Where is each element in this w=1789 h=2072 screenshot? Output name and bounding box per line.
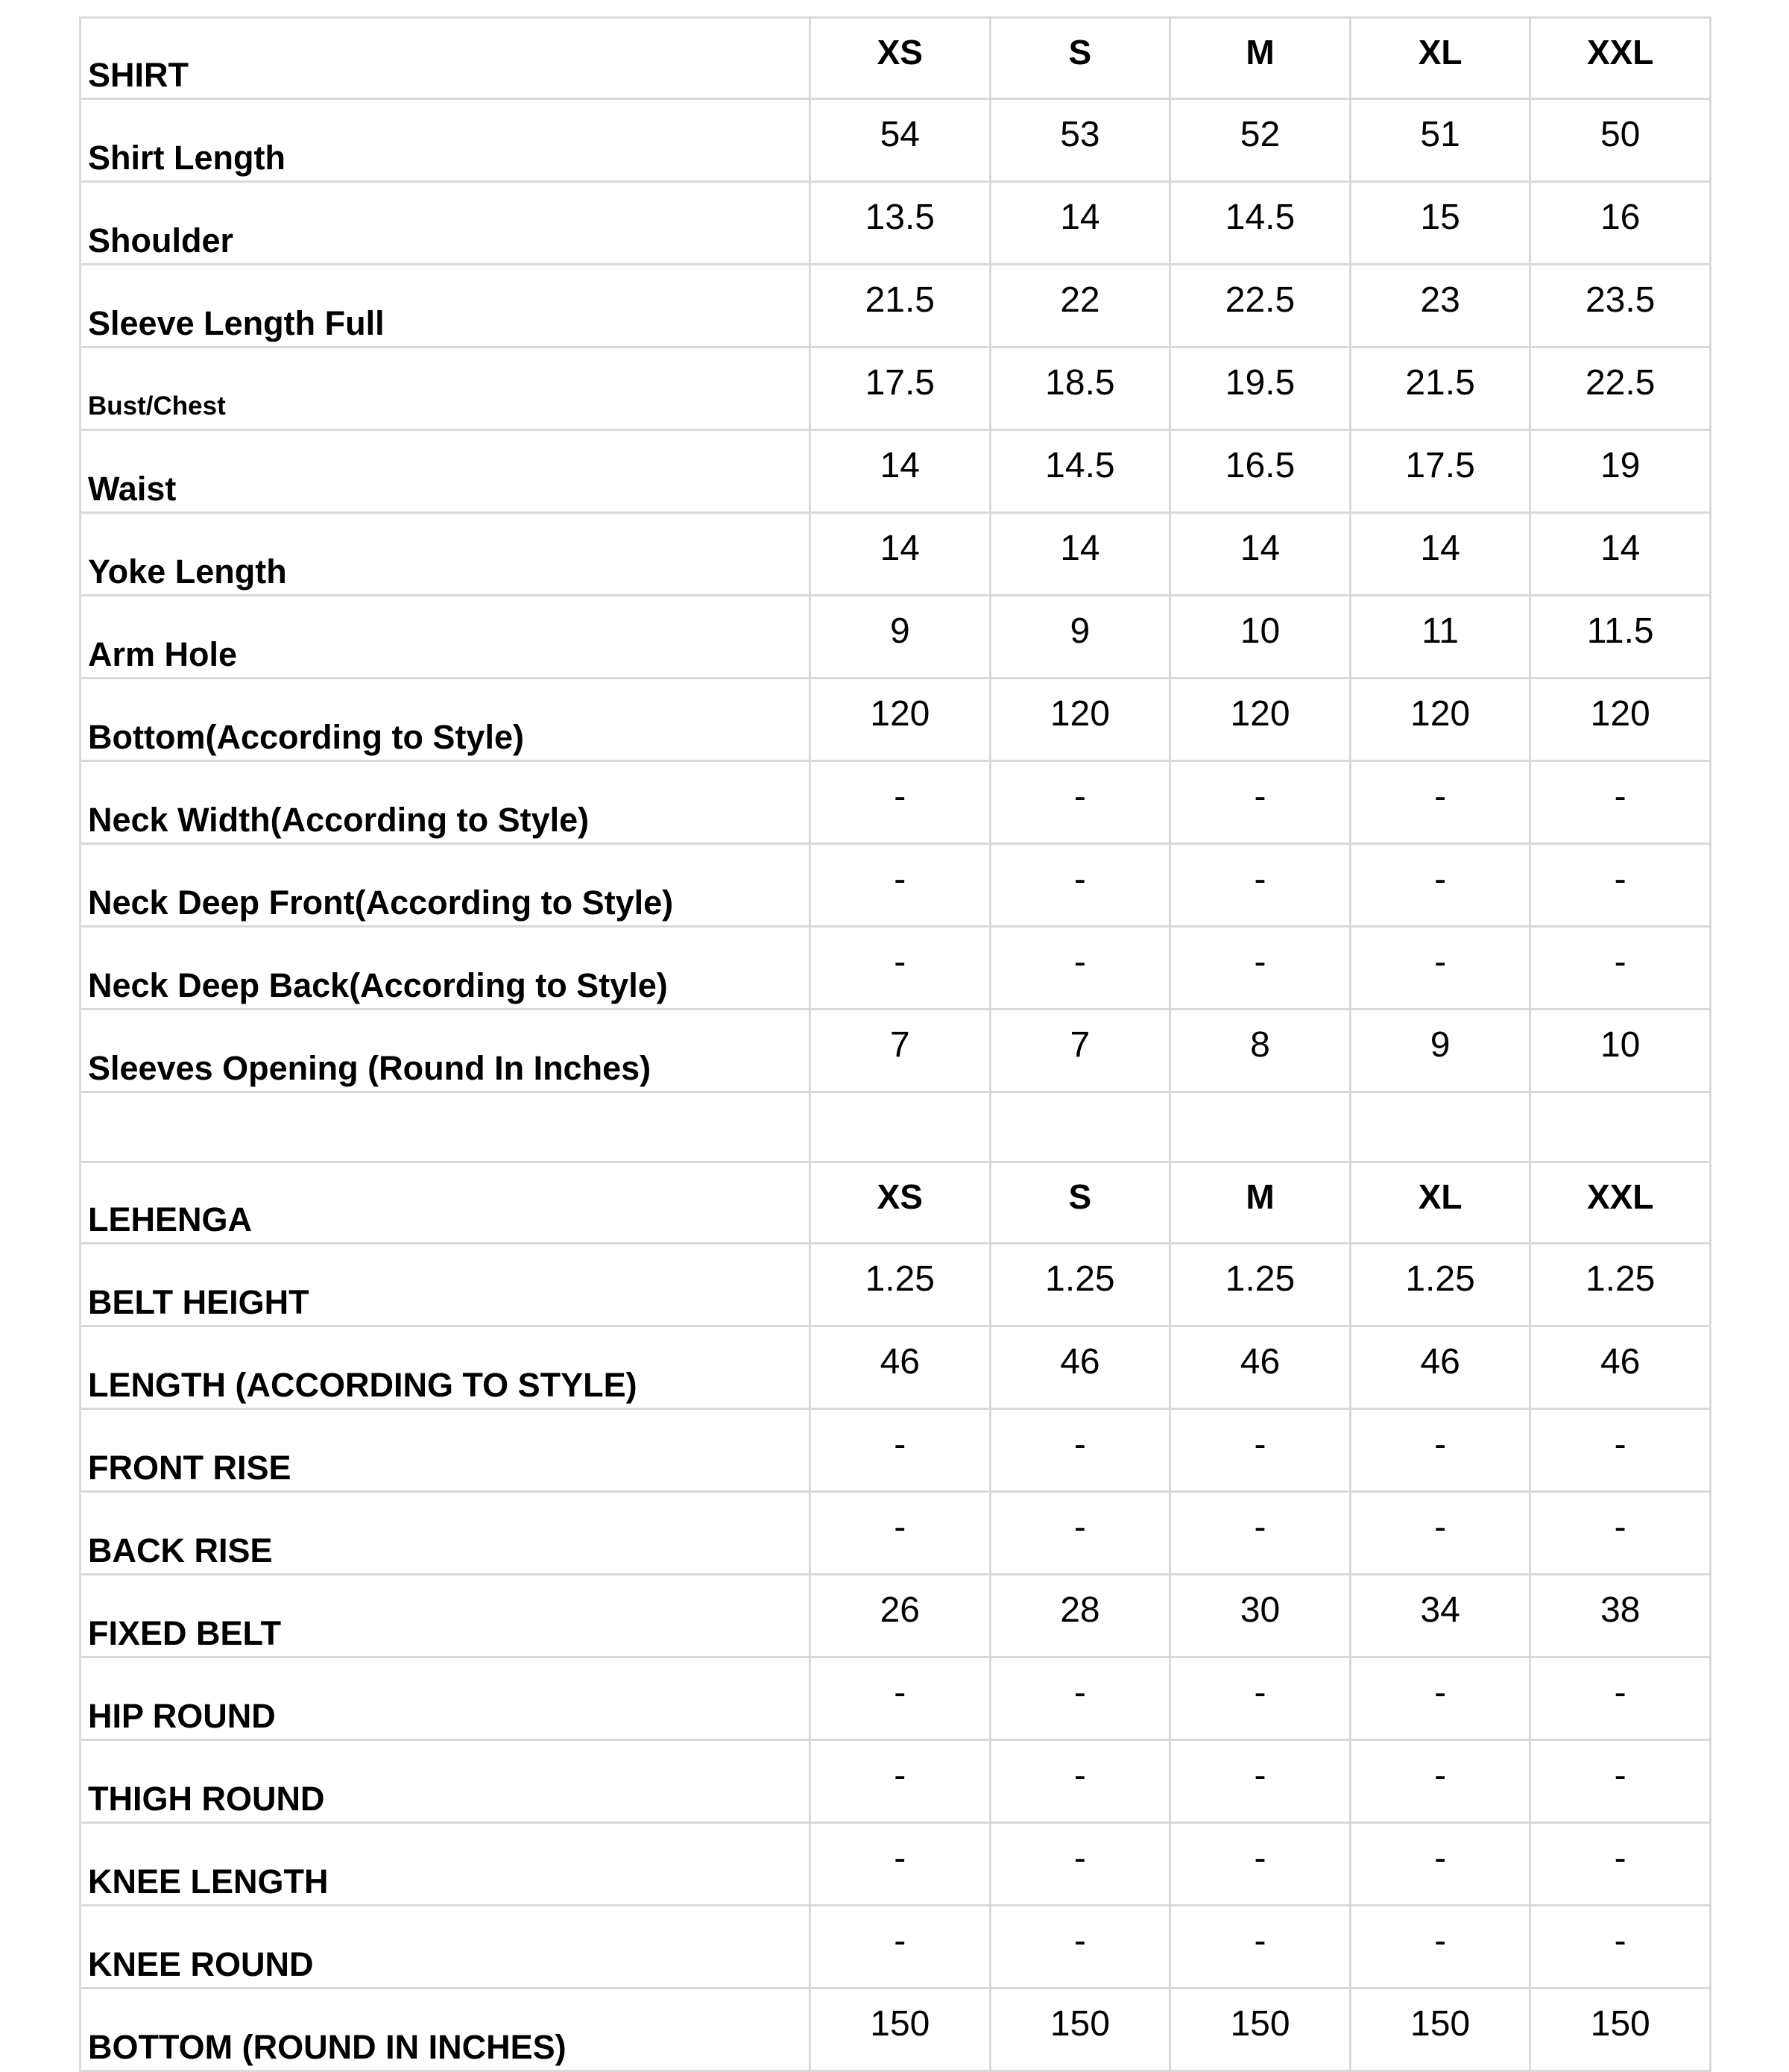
measurement-value: 22.5: [1530, 347, 1711, 430]
lehenga-size-header-m: M: [1170, 1162, 1351, 1244]
measurement-value: -: [990, 761, 1170, 844]
measurement-value: -: [990, 1740, 1170, 1823]
measurement-value: -: [1530, 1492, 1711, 1575]
table-row: [81, 596, 1711, 678]
measurement-value: 120: [1170, 678, 1351, 761]
measurement-value: -: [1170, 1823, 1351, 1906]
measurement-value: -: [990, 927, 1170, 1010]
measurement-value: 16.5: [1170, 430, 1351, 513]
table-row: [81, 430, 1711, 513]
table-row: [81, 182, 1711, 265]
measurement-value: -: [1170, 927, 1351, 1010]
measurement-value: 19.5: [1170, 347, 1351, 430]
table-row: [81, 761, 1711, 844]
measurement-value: -: [990, 1657, 1170, 1740]
measurement-value: 11.5: [1530, 596, 1711, 678]
measurement-value: 14: [1530, 513, 1711, 596]
measurement-value: 9: [990, 596, 1170, 678]
measurement-label: BACK RISE: [81, 1492, 810, 1575]
measurement-value: -: [990, 1823, 1170, 1906]
table-row: [81, 1657, 1711, 1740]
measurement-label: FIXED BELT: [81, 1575, 810, 1657]
measurement-label: Neck Deep Front(According to Style): [81, 844, 810, 927]
measurement-value: 150: [1530, 1988, 1711, 2071]
measurement-value: 150: [1350, 1988, 1530, 2071]
measurement-value: 1.25: [1350, 1244, 1530, 1326]
measurement-value: 1.25: [1170, 1244, 1351, 1326]
measurement-value: -: [1350, 1823, 1530, 1906]
measurement-label: Sleeve Length Full: [81, 265, 810, 347]
measurement-label: KNEE ROUND: [81, 1906, 810, 1988]
measurement-value: 53: [990, 99, 1170, 182]
measurement-value: 11: [1350, 596, 1530, 678]
shirt-size-header-xxl: XXL: [1530, 18, 1711, 99]
measurement-value: 21.5: [810, 265, 991, 347]
measurement-value: -: [810, 761, 991, 844]
measurement-label: Shirt Length: [81, 99, 810, 182]
measurement-value: 54: [810, 99, 991, 182]
measurement-value: 21.5: [1350, 347, 1530, 430]
table-row: [81, 844, 1711, 927]
lehenga-size-header-xs: XS: [810, 1162, 991, 1244]
measurement-value: 120: [990, 678, 1170, 761]
shirt-header-row: [81, 18, 1711, 99]
measurement-value: -: [1530, 1823, 1711, 1906]
measurement-value: 38: [1530, 1575, 1711, 1657]
measurement-label: Neck Width(According to Style): [81, 761, 810, 844]
measurement-label: Sleeves Opening (Round In Inches): [81, 1010, 810, 1092]
measurement-value: 10: [1530, 1010, 1711, 1092]
measurement-value: -: [1530, 1740, 1711, 1823]
table-row: [81, 678, 1711, 761]
measurement-value: 14.5: [1170, 182, 1351, 265]
measurement-value: 52: [1170, 99, 1351, 182]
table-row: [81, 1492, 1711, 1575]
measurement-value: 22.5: [1170, 265, 1351, 347]
measurement-label: THIGH ROUND: [81, 1740, 810, 1823]
measurement-value: 30: [1170, 1575, 1351, 1657]
measurement-value: -: [810, 1657, 991, 1740]
empty-cell: [1530, 1092, 1711, 1162]
measurement-value: -: [1350, 1906, 1530, 1988]
measurement-value: 46: [810, 1326, 991, 1409]
measurement-value: 50: [1530, 99, 1711, 182]
measurement-value: -: [1170, 1409, 1351, 1492]
empty-cell: [1350, 1092, 1530, 1162]
empty-cell: [81, 1092, 810, 1162]
measurement-label: FRONT RISE: [81, 1409, 810, 1492]
measurement-value: -: [1530, 927, 1711, 1010]
measurement-value: -: [1170, 1740, 1351, 1823]
measurement-value: -: [1170, 844, 1351, 927]
measurement-value: -: [990, 844, 1170, 927]
measurement-value: 7: [810, 1010, 991, 1092]
measurement-value: 14.5: [990, 430, 1170, 513]
lehenga-header-row: [81, 1162, 1711, 1244]
shirt-size-header-xs: XS: [810, 18, 991, 99]
measurement-label: Yoke Length: [81, 513, 810, 596]
size-chart-table: [79, 16, 1711, 2072]
measurement-value: -: [1170, 1492, 1351, 1575]
measurement-value: 51: [1350, 99, 1530, 182]
size-chart-sheet: [79, 16, 1709, 2072]
table-row: [81, 347, 1711, 430]
table-row: [81, 927, 1711, 1010]
measurement-value: 23.5: [1530, 265, 1711, 347]
measurement-value: -: [990, 1906, 1170, 1988]
shirt-size-header-s: S: [990, 18, 1170, 99]
table-row: [81, 1740, 1711, 1823]
measurement-value: -: [1350, 844, 1530, 927]
measurement-value: 14: [990, 182, 1170, 265]
table-row: [81, 1823, 1711, 1906]
measurement-label: Neck Deep Back(According to Style): [81, 927, 810, 1010]
measurement-value: 23: [1350, 265, 1530, 347]
table-row: [81, 1244, 1711, 1326]
measurement-value: -: [810, 1823, 991, 1906]
table-row: [81, 1988, 1711, 2071]
measurement-value: 46: [1350, 1326, 1530, 1409]
measurement-value: 46: [990, 1326, 1170, 1409]
measurement-label: KNEE LENGTH: [81, 1823, 810, 1906]
measurement-label: Waist: [81, 430, 810, 513]
table-row: [81, 513, 1711, 596]
measurement-value: -: [1530, 1657, 1711, 1740]
measurement-value: -: [810, 1740, 991, 1823]
measurement-value: 16: [1530, 182, 1711, 265]
measurement-value: 1.25: [1530, 1244, 1711, 1326]
measurement-value: 17.5: [1350, 430, 1530, 513]
measurement-value: 9: [1350, 1010, 1530, 1092]
measurement-value: -: [1530, 761, 1711, 844]
measurement-value: 19: [1530, 430, 1711, 513]
measurement-value: -: [810, 927, 991, 1010]
measurement-value: 13.5: [810, 182, 991, 265]
empty-cell: [1170, 1092, 1351, 1162]
lehenga-size-header-s: S: [990, 1162, 1170, 1244]
measurement-value: -: [1350, 761, 1530, 844]
measurement-value: -: [1170, 1657, 1351, 1740]
measurement-value: -: [1350, 1492, 1530, 1575]
measurement-value: -: [1350, 1740, 1530, 1823]
measurement-value: -: [1530, 1906, 1711, 1988]
measurement-value: 120: [1350, 678, 1530, 761]
measurement-value: -: [1170, 761, 1351, 844]
measurement-value: -: [1350, 1409, 1530, 1492]
measurement-value: 14: [1350, 513, 1530, 596]
measurement-value: 14: [810, 513, 991, 596]
measurement-label: BOTTOM (ROUND IN INCHES): [81, 1988, 810, 2071]
measurement-value: -: [990, 1492, 1170, 1575]
measurement-value: 150: [990, 1988, 1170, 2071]
measurement-value: -: [1350, 927, 1530, 1010]
measurement-value: 18.5: [990, 347, 1170, 430]
table-row: [81, 1326, 1711, 1409]
measurement-value: -: [810, 1492, 991, 1575]
measurement-value: 7: [990, 1010, 1170, 1092]
measurement-value: 9: [810, 596, 991, 678]
lehenga-section-title: LEHENGA: [81, 1162, 810, 1244]
measurement-value: 14: [810, 430, 991, 513]
measurement-value: 120: [810, 678, 991, 761]
table-row: [81, 265, 1711, 347]
shirt-size-header-xl: XL: [1350, 18, 1530, 99]
measurement-label: BELT HEIGHT: [81, 1244, 810, 1326]
table-row: [81, 1575, 1711, 1657]
measurement-value: 10: [1170, 596, 1351, 678]
measurement-value: 46: [1170, 1326, 1351, 1409]
measurement-label: Bust/Chest: [81, 347, 810, 430]
measurement-value: -: [810, 1906, 991, 1988]
measurement-label: Bottom(According to Style): [81, 678, 810, 761]
measurement-value: -: [990, 1409, 1170, 1492]
table-row: [81, 99, 1711, 182]
measurement-value: 1.25: [990, 1244, 1170, 1326]
measurement-value: 17.5: [810, 347, 991, 430]
lehenga-size-header-xl: XL: [1350, 1162, 1530, 1244]
measurement-value: -: [1530, 1409, 1711, 1492]
measurement-value: 8: [1170, 1010, 1351, 1092]
measurement-value: 150: [810, 1988, 991, 2071]
measurement-value: 14: [990, 513, 1170, 596]
measurement-value: 14: [1170, 513, 1351, 596]
measurement-value: 26: [810, 1575, 991, 1657]
table-row: [81, 1010, 1711, 1092]
table-row: [81, 1409, 1711, 1492]
measurement-label: HIP ROUND: [81, 1657, 810, 1740]
measurement-value: 34: [1350, 1575, 1530, 1657]
measurement-value: 120: [1530, 678, 1711, 761]
empty-cell: [810, 1092, 991, 1162]
measurement-value: -: [1170, 1906, 1351, 1988]
measurement-value: -: [1530, 844, 1711, 927]
empty-spacer-row: [81, 1092, 1711, 1162]
measurement-value: 22: [990, 265, 1170, 347]
measurement-value: -: [810, 1409, 991, 1492]
measurement-value: 1.25: [810, 1244, 991, 1326]
measurement-value: -: [810, 844, 991, 927]
measurement-label: Arm Hole: [81, 596, 810, 678]
measurement-label: Shoulder: [81, 182, 810, 265]
size-chart-body: [81, 18, 1711, 2071]
measurement-value: 15: [1350, 182, 1530, 265]
table-row: [81, 1906, 1711, 1988]
shirt-size-header-m: M: [1170, 18, 1351, 99]
measurement-value: 46: [1530, 1326, 1711, 1409]
lehenga-size-header-xxl: XXL: [1530, 1162, 1711, 1244]
shirt-section-title: SHIRT: [81, 18, 810, 99]
measurement-value: 28: [990, 1575, 1170, 1657]
measurement-value: -: [1350, 1657, 1530, 1740]
measurement-value: 150: [1170, 1988, 1351, 2071]
empty-cell: [990, 1092, 1170, 1162]
measurement-label: LENGTH (ACCORDING TO STYLE): [81, 1326, 810, 1409]
